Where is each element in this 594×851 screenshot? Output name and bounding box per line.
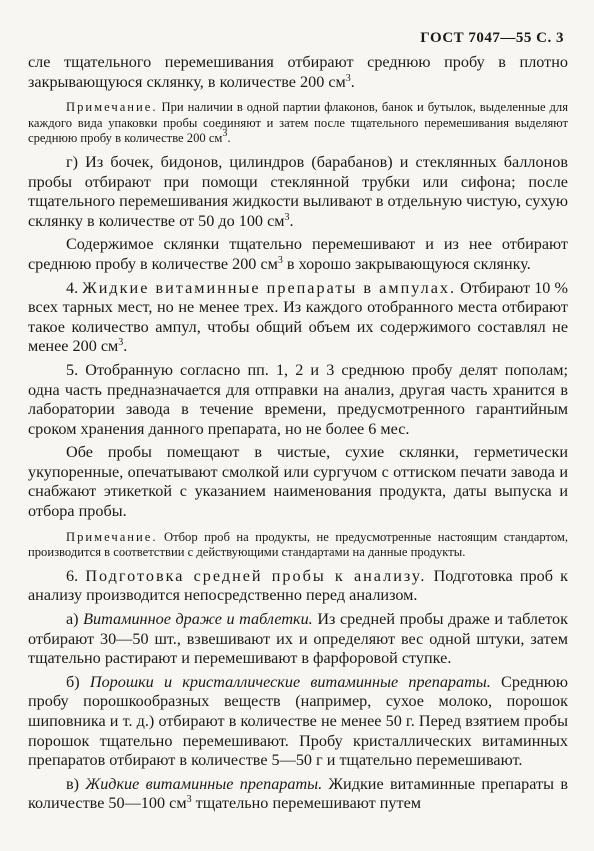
paragraph-6v-liquids: в) Жидкие витаминные препараты. Жидкие витаминные препараты в количестве 50—100 $см^3$ тщательно перемешивают путем	[28, 774, 568, 813]
section-5-split-sample: 5. Отобранную согласно пп. 1, 2 и 3 среднюю пробу делят пополам; одна часть предназначается для отправки на анализ, другая часть хранится в лаборатории завода в течение времени, предусмотренного гарантийным сроком хранения данного препарата, но не более 6 мес.	[28, 360, 568, 438]
paragraph-both-samples: Обе пробы помещают в чистые, сухие склянки, герметически укупоренные, опечатывают смолкой или сургучом с оттиском печати завода и снабжают этикеткой с указанием наименования продукта, даты выпуска и отбора пробы.	[28, 443, 568, 521]
paragraph-barrels: г) Из бочек, бидонов, цилиндров (барабанов) и стеклянных баллонов пробы отбирают при помощи стеклянной трубки или сифона; после тщательного перемешивания жидкости выливают в отдельную чистую, сухую склянку в количестве от 50 до 100 $см^3$.	[28, 152, 568, 230]
paragraph-6b-powders: б) Порошки и кристаллические витаминные препараты. Среднюю пробу порошкообразных веществ (например, сухое молоко, порошок шиповника и т. д.) отбирают в количестве не менее 50 г. Перед взятием пробы порошок тщательно перемешивают. Пробу кристаллических витаминных препаратов отбирают в количестве 5—50 г и тщательно перемешивают.	[28, 672, 568, 770]
note-packaging: Примечание. При наличии в одной партии флаконов, банок и бутылок, выделенные для каждого вида упаковки пробы соединяют и затем после тщательного перемешивания выделяют среднюю пробу в количестве 200 $см^3$.	[28, 100, 568, 146]
section-4-ampoules: 4. Жидкие витаминные препараты в ампулах. Отбирают 10 % всех тарных мест, но не менее трех. Из каждого отобранного места отбирают такое количество ампул, чтобы общий объем их содержимого составлял не менее 200 $см^3$.	[28, 278, 568, 356]
paragraph-flask-content: Содержимое склянки тщательно перемешивают и из нее отбирают среднюю пробу в количестве 200 $см^3$ в хорошо закрывающуюся склянку.	[28, 235, 568, 273]
paragraph-6a-tablets: а) Витаминное драже и таблетки. Из средней пробы драже и таблеток отбирают 30—50 шт., взвешивают их и определяют вес одной штуки, затем тщательно растирают и перемешивают в фарфоровой ступке.	[28, 610, 569, 668]
note-other-products: Примечание. Отбор проб на продукты, не предусмотренные настоящим стандартом, производится в соответствии с действующими стандартами на данные продукты.	[28, 529, 568, 560]
page-header: ГОСТ 7047—55 С. 3	[420, 30, 564, 46]
paragraph-continuation: сле тщательного перемешивания отбирают среднюю пробу в плотно закрывающуюся склянку, в количестве 200 $см^3$.	[28, 53, 568, 91]
section-6-preparation: 6. Подготовка средней пробы к анализу. Подготовка проб к анализу производится непосредственно перед анализом.	[28, 566, 568, 605]
